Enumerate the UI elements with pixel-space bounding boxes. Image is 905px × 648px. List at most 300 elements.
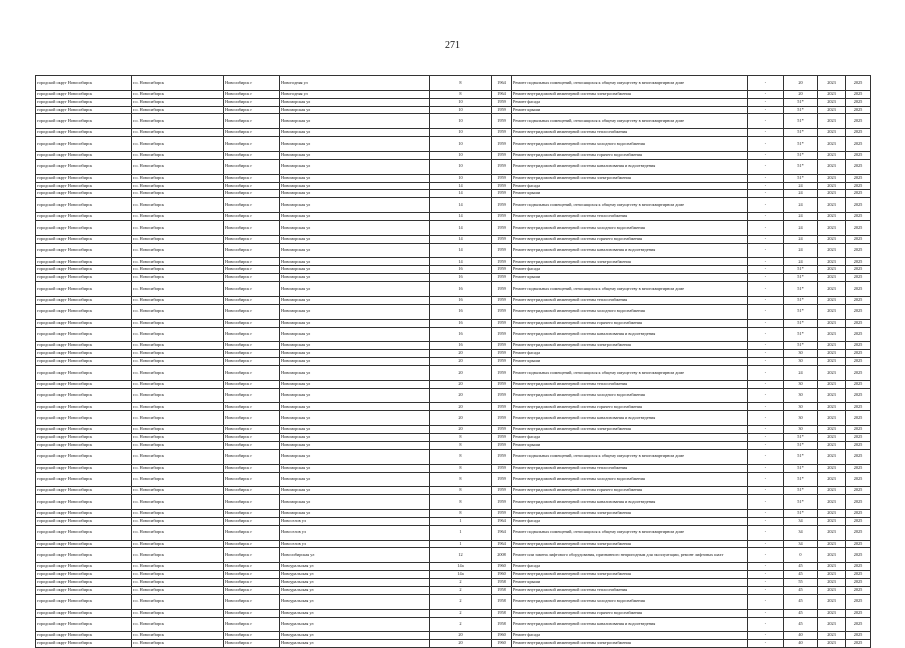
house-number-cell: 8 bbox=[430, 449, 492, 464]
house-number-cell: 1 bbox=[430, 525, 492, 540]
table-row bbox=[36, 548, 871, 563]
settlement-cell: г.о. Новосибирск bbox=[132, 182, 224, 190]
end-year-cell: 2025 bbox=[846, 159, 871, 174]
street-cell: Новоморская ул bbox=[280, 366, 430, 381]
year-built-cell: 1959 bbox=[492, 411, 512, 426]
house-number-cell: 14 bbox=[430, 243, 492, 258]
work-type-cell: Ремонт подвальных помещений, относящихся к общему имуществу в многоквартирном доме bbox=[512, 198, 748, 213]
year-built-cell: 1959 bbox=[492, 327, 512, 342]
work-type-cell: Ремонт внутридомовой инженерной системы горячего водоснабжения bbox=[512, 403, 748, 411]
wear-percent-cell: 51* bbox=[784, 434, 818, 442]
settlement-cell: г.о. Новосибирск bbox=[132, 98, 224, 106]
table-row bbox=[36, 472, 871, 487]
start-year-cell: 2023 bbox=[818, 403, 846, 411]
municipality-cell: городской округ Новосибирск bbox=[36, 563, 132, 571]
locality-cell: Новосибирск г bbox=[224, 609, 280, 617]
year-built-cell: 2008 bbox=[492, 548, 512, 563]
table-row bbox=[36, 342, 871, 350]
start-year-cell: 2023 bbox=[818, 106, 846, 114]
locality-cell: Новосибирск г bbox=[224, 403, 280, 411]
wear-percent-cell: 51* bbox=[784, 159, 818, 174]
house-number-cell: 14 bbox=[430, 235, 492, 243]
wear-percent-cell: 45 bbox=[784, 586, 818, 594]
work-type-cell: Ремонт внутридомовой инженерной системы горячего водоснабжения bbox=[512, 151, 748, 159]
dash-cell: - bbox=[748, 221, 784, 236]
wear-percent-cell: 30 bbox=[784, 411, 818, 426]
street-cell: Новоморская ул bbox=[280, 274, 430, 282]
table-row bbox=[36, 258, 871, 266]
municipality-cell: городской округ Новосибирск bbox=[36, 388, 132, 403]
municipality-cell: городской округ Новосибирск bbox=[36, 617, 132, 632]
street-cell: Новоселов ул bbox=[280, 540, 430, 548]
locality-cell: Новосибирск г bbox=[224, 464, 280, 472]
dash-cell: - bbox=[748, 319, 784, 327]
end-year-cell: 2025 bbox=[846, 411, 871, 426]
start-year-cell: 2023 bbox=[818, 98, 846, 106]
dash-cell: - bbox=[748, 174, 784, 182]
locality-cell: Новосибирск г bbox=[224, 304, 280, 319]
house-number-cell: 20 bbox=[430, 426, 492, 434]
work-type-cell: Ремонт внутридомовой инженерной системы холодного водоснабжения bbox=[512, 472, 748, 487]
table-row bbox=[36, 525, 871, 540]
settlement-cell: г.о. Новосибирск bbox=[132, 388, 224, 403]
municipality-cell: городской округ Новосибирск bbox=[36, 90, 132, 98]
table-row bbox=[36, 90, 871, 98]
settlement-cell: г.о. Новосибирск bbox=[132, 403, 224, 411]
settlement-cell: г.о. Новосибирск bbox=[132, 159, 224, 174]
locality-cell: Новосибирск г bbox=[224, 129, 280, 137]
house-number-cell: 2 bbox=[430, 594, 492, 609]
municipality-cell: городской округ Новосибирск bbox=[36, 258, 132, 266]
table-row bbox=[36, 159, 871, 174]
start-year-cell: 2023 bbox=[818, 571, 846, 579]
street-cell: Новоуральская ул bbox=[280, 586, 430, 594]
year-built-cell: 1959 bbox=[492, 319, 512, 327]
settlement-cell: г.о. Новосибирск bbox=[132, 411, 224, 426]
work-type-cell: Ремонт внутридомовой инженерной системы горячего водоснабжения bbox=[512, 235, 748, 243]
house-number-cell: 20 bbox=[430, 350, 492, 358]
street-cell: Новоморская ул bbox=[280, 190, 430, 198]
house-number-cell: 16 bbox=[430, 282, 492, 297]
locality-cell: Новосибирск г bbox=[224, 190, 280, 198]
work-type-cell: Ремонт или замена лифтового оборудования, признанного непригодным для эксплуатации, ремонт лифтовых шахт bbox=[512, 548, 748, 563]
start-year-cell: 2023 bbox=[818, 510, 846, 518]
table-row bbox=[36, 190, 871, 198]
settlement-cell: г.о. Новосибирск bbox=[132, 76, 224, 91]
start-year-cell: 2023 bbox=[818, 174, 846, 182]
locality-cell: Новосибирск г bbox=[224, 282, 280, 297]
end-year-cell: 2025 bbox=[846, 266, 871, 274]
house-number-cell: 20 bbox=[430, 366, 492, 381]
locality-cell: Новосибирск г bbox=[224, 540, 280, 548]
end-year-cell: 2025 bbox=[846, 366, 871, 381]
locality-cell: Новосибирск г bbox=[224, 517, 280, 525]
settlement-cell: г.о. Новосибирск bbox=[132, 472, 224, 487]
locality-cell: Новосибирск г bbox=[224, 342, 280, 350]
work-type-cell: Ремонт внутридомовой инженерной системы электроснабжения bbox=[512, 342, 748, 350]
wear-percent-cell: 51* bbox=[784, 274, 818, 282]
table-row bbox=[36, 296, 871, 304]
table-row bbox=[36, 563, 871, 571]
year-built-cell: 1960 bbox=[492, 632, 512, 640]
wear-percent-cell: 20 bbox=[784, 76, 818, 91]
street-cell: Новоуральская ул bbox=[280, 579, 430, 587]
settlement-cell: г.о. Новосибирск bbox=[132, 640, 224, 648]
house-number-cell: 8 bbox=[430, 472, 492, 487]
street-cell: Новоморская ул bbox=[280, 304, 430, 319]
house-number-cell: 10 bbox=[430, 129, 492, 137]
work-type-cell: Ремонт крыши bbox=[512, 274, 748, 282]
wear-percent-cell: 30 bbox=[784, 350, 818, 358]
dash-cell: - bbox=[748, 540, 784, 548]
start-year-cell: 2023 bbox=[818, 190, 846, 198]
locality-cell: Новосибирск г bbox=[224, 495, 280, 510]
street-cell: Новоморская ул bbox=[280, 182, 430, 190]
house-number-cell: 1 bbox=[430, 517, 492, 525]
dash-cell: - bbox=[748, 235, 784, 243]
dash-cell: - bbox=[748, 563, 784, 571]
year-built-cell: 1959 bbox=[492, 106, 512, 114]
municipality-cell: городской округ Новосибирск bbox=[36, 441, 132, 449]
end-year-cell: 2025 bbox=[846, 282, 871, 297]
wear-percent-cell: 45 bbox=[784, 563, 818, 571]
street-cell: Новогодняя ул bbox=[280, 90, 430, 98]
locality-cell: Новосибирск г bbox=[224, 449, 280, 464]
start-year-cell: 2023 bbox=[818, 380, 846, 388]
start-year-cell: 2023 bbox=[818, 319, 846, 327]
year-built-cell: 1959 bbox=[492, 304, 512, 319]
settlement-cell: г.о. Новосибирск bbox=[132, 296, 224, 304]
street-cell: Новоморская ул bbox=[280, 441, 430, 449]
settlement-cell: г.о. Новосибирск bbox=[132, 137, 224, 152]
table-row bbox=[36, 609, 871, 617]
street-cell: Новоморская ул bbox=[280, 358, 430, 366]
wear-percent-cell: 51* bbox=[784, 449, 818, 464]
table-row bbox=[36, 274, 871, 282]
house-number-cell: 16 bbox=[430, 274, 492, 282]
work-type-cell: Ремонт внутридомовой инженерной системы холодного водоснабжения bbox=[512, 388, 748, 403]
dash-cell: - bbox=[748, 579, 784, 587]
end-year-cell: 2025 bbox=[846, 495, 871, 510]
year-built-cell: 1958 bbox=[492, 586, 512, 594]
work-type-cell: Ремонт фасада bbox=[512, 434, 748, 442]
municipality-cell: городской округ Новосибирск bbox=[36, 472, 132, 487]
house-number-cell: 14 bbox=[430, 198, 492, 213]
locality-cell: Новосибирск г bbox=[224, 327, 280, 342]
start-year-cell: 2023 bbox=[818, 586, 846, 594]
dash-cell: - bbox=[748, 304, 784, 319]
municipality-cell: городской округ Новосибирск bbox=[36, 327, 132, 342]
locality-cell: Новосибирск г bbox=[224, 472, 280, 487]
wear-percent-cell: 30 bbox=[784, 403, 818, 411]
municipality-cell: городской округ Новосибирск bbox=[36, 548, 132, 563]
locality-cell: Новосибирск г bbox=[224, 159, 280, 174]
locality-cell: Новосибирск г bbox=[224, 137, 280, 152]
end-year-cell: 2025 bbox=[846, 617, 871, 632]
municipality-cell: городской округ Новосибирск bbox=[36, 296, 132, 304]
work-type-cell: Ремонт внутридомовой инженерной системы горячего водоснабжения bbox=[512, 319, 748, 327]
street-cell: Новоморская ул bbox=[280, 296, 430, 304]
locality-cell: Новосибирск г bbox=[224, 151, 280, 159]
dash-cell: - bbox=[748, 350, 784, 358]
settlement-cell: г.о. Новосибирск bbox=[132, 632, 224, 640]
locality-cell: Новосибирск г bbox=[224, 213, 280, 221]
work-type-cell: Ремонт внутридомовой инженерной системы теплоснабжения bbox=[512, 296, 748, 304]
start-year-cell: 2023 bbox=[818, 266, 846, 274]
year-built-cell: 1959 bbox=[492, 282, 512, 297]
work-type-cell: Ремонт внутридомовой инженерной системы электроснабжения bbox=[512, 571, 748, 579]
municipality-cell: городской округ Новосибирск bbox=[36, 464, 132, 472]
end-year-cell: 2025 bbox=[846, 487, 871, 495]
wear-percent-cell: 34 bbox=[784, 517, 818, 525]
dash-cell: - bbox=[748, 472, 784, 487]
year-built-cell: 1959 bbox=[492, 296, 512, 304]
year-built-cell: 1960 bbox=[492, 563, 512, 571]
end-year-cell: 2025 bbox=[846, 426, 871, 434]
work-type-cell: Ремонт подвальных помещений, относящихся к общему имуществу в многоквартирном доме bbox=[512, 76, 748, 91]
start-year-cell: 2023 bbox=[818, 137, 846, 152]
start-year-cell: 2023 bbox=[818, 449, 846, 464]
wear-percent-cell: 24 bbox=[784, 213, 818, 221]
dash-cell: - bbox=[748, 213, 784, 221]
start-year-cell: 2023 bbox=[818, 296, 846, 304]
work-type-cell: Ремонт подвальных помещений, относящихся к общему имуществу в многоквартирном доме bbox=[512, 282, 748, 297]
house-number-cell: 2 bbox=[430, 586, 492, 594]
wear-percent-cell: 40 bbox=[784, 640, 818, 648]
start-year-cell: 2023 bbox=[818, 617, 846, 632]
dash-cell: - bbox=[748, 296, 784, 304]
house-number-cell: 20 bbox=[430, 380, 492, 388]
settlement-cell: г.о. Новосибирск bbox=[132, 563, 224, 571]
dash-cell: - bbox=[748, 426, 784, 434]
end-year-cell: 2025 bbox=[846, 76, 871, 91]
municipality-cell: городской округ Новосибирск bbox=[36, 190, 132, 198]
settlement-cell: г.о. Новосибирск bbox=[132, 464, 224, 472]
dash-cell: - bbox=[748, 327, 784, 342]
dash-cell: - bbox=[748, 282, 784, 297]
settlement-cell: г.о. Новосибирск bbox=[132, 358, 224, 366]
start-year-cell: 2023 bbox=[818, 358, 846, 366]
end-year-cell: 2025 bbox=[846, 98, 871, 106]
wear-percent-cell: 45 bbox=[784, 571, 818, 579]
street-cell: Новоморская ул bbox=[280, 403, 430, 411]
settlement-cell: г.о. Новосибирск bbox=[132, 327, 224, 342]
wear-percent-cell: 55 bbox=[784, 579, 818, 587]
end-year-cell: 2025 bbox=[846, 540, 871, 548]
table-row bbox=[36, 358, 871, 366]
dash-cell: - bbox=[748, 159, 784, 174]
year-built-cell: 1959 bbox=[492, 358, 512, 366]
municipality-cell: городской округ Новосибирск bbox=[36, 174, 132, 182]
municipality-cell: городской округ Новосибирск bbox=[36, 403, 132, 411]
year-built-cell: 1959 bbox=[492, 441, 512, 449]
year-built-cell: 1964 bbox=[492, 517, 512, 525]
year-built-cell: 1958 bbox=[492, 617, 512, 632]
dash-cell: - bbox=[748, 274, 784, 282]
work-type-cell: Ремонт фасада bbox=[512, 517, 748, 525]
house-number-cell: 8 bbox=[430, 90, 492, 98]
end-year-cell: 2025 bbox=[846, 464, 871, 472]
table-row bbox=[36, 304, 871, 319]
dash-cell: - bbox=[748, 525, 784, 540]
settlement-cell: г.о. Новосибирск bbox=[132, 221, 224, 236]
house-number-cell: 8 bbox=[430, 464, 492, 472]
municipality-cell: городской округ Новосибирск bbox=[36, 495, 132, 510]
house-number-cell: 20 bbox=[430, 388, 492, 403]
table-row bbox=[36, 571, 871, 579]
end-year-cell: 2025 bbox=[846, 90, 871, 98]
year-built-cell: 1959 bbox=[492, 198, 512, 213]
end-year-cell: 2025 bbox=[846, 571, 871, 579]
municipality-cell: городской округ Новосибирск bbox=[36, 235, 132, 243]
municipality-cell: городской округ Новосибирск bbox=[36, 304, 132, 319]
wear-percent-cell: 24 bbox=[784, 258, 818, 266]
start-year-cell: 2023 bbox=[818, 472, 846, 487]
settlement-cell: г.о. Новосибирск bbox=[132, 282, 224, 297]
settlement-cell: г.о. Новосибирск bbox=[132, 342, 224, 350]
end-year-cell: 2025 bbox=[846, 198, 871, 213]
municipality-cell: городской округ Новосибирск bbox=[36, 586, 132, 594]
settlement-cell: г.о. Новосибирск bbox=[132, 243, 224, 258]
settlement-cell: г.о. Новосибирск bbox=[132, 517, 224, 525]
start-year-cell: 2023 bbox=[818, 366, 846, 381]
year-built-cell: 1959 bbox=[492, 174, 512, 182]
wear-percent-cell: 24 bbox=[784, 190, 818, 198]
house-number-cell: 10 bbox=[430, 137, 492, 152]
end-year-cell: 2025 bbox=[846, 517, 871, 525]
street-cell: Новоморская ул bbox=[280, 159, 430, 174]
locality-cell: Новосибирск г bbox=[224, 243, 280, 258]
end-year-cell: 2025 bbox=[846, 548, 871, 563]
end-year-cell: 2025 bbox=[846, 106, 871, 114]
municipality-cell: городской округ Новосибирск bbox=[36, 350, 132, 358]
locality-cell: Новосибирск г bbox=[224, 380, 280, 388]
locality-cell: Новосибирск г bbox=[224, 617, 280, 632]
municipality-cell: городской округ Новосибирск bbox=[36, 137, 132, 152]
house-number-cell: 16 bbox=[430, 342, 492, 350]
municipality-cell: городской округ Новосибирск bbox=[36, 594, 132, 609]
table-row bbox=[36, 182, 871, 190]
work-type-cell: Ремонт внутридомовой инженерной системы теплоснабжения bbox=[512, 586, 748, 594]
house-number-cell: 8 bbox=[430, 76, 492, 91]
year-built-cell: 1959 bbox=[492, 182, 512, 190]
house-number-cell: 14 bbox=[430, 190, 492, 198]
end-year-cell: 2025 bbox=[846, 319, 871, 327]
table-row bbox=[36, 640, 871, 648]
locality-cell: Новосибирск г bbox=[224, 632, 280, 640]
start-year-cell: 2023 bbox=[818, 282, 846, 297]
work-type-cell: Ремонт подвальных помещений, относящихся к общему имуществу в многоквартирном доме bbox=[512, 114, 748, 129]
wear-percent-cell: 51* bbox=[784, 495, 818, 510]
year-built-cell: 1959 bbox=[492, 243, 512, 258]
wear-percent-cell: 51* bbox=[784, 327, 818, 342]
settlement-cell: г.о. Новосибирск bbox=[132, 525, 224, 540]
year-built-cell: 1959 bbox=[492, 495, 512, 510]
work-type-cell: Ремонт внутридомовой инженерной системы электроснабжения bbox=[512, 258, 748, 266]
capital-repair-table bbox=[35, 75, 871, 648]
table-row bbox=[36, 114, 871, 129]
wear-percent-cell: 51* bbox=[784, 151, 818, 159]
house-number-cell: 14 bbox=[430, 182, 492, 190]
settlement-cell: г.о. Новосибирск bbox=[132, 198, 224, 213]
year-built-cell: 1959 bbox=[492, 114, 512, 129]
table-row bbox=[36, 441, 871, 449]
settlement-cell: г.о. Новосибирск bbox=[132, 579, 224, 587]
wear-percent-cell: 30 bbox=[784, 426, 818, 434]
work-type-cell: Ремонт внутридомовой инженерной системы электроснабжения bbox=[512, 510, 748, 518]
start-year-cell: 2023 bbox=[818, 151, 846, 159]
settlement-cell: г.о. Новосибирск bbox=[132, 571, 224, 579]
page-number: 271 bbox=[445, 40, 460, 51]
locality-cell: Новосибирск г bbox=[224, 571, 280, 579]
street-cell: Новоморская ул bbox=[280, 464, 430, 472]
dash-cell: - bbox=[748, 258, 784, 266]
dash-cell: - bbox=[748, 449, 784, 464]
locality-cell: Новосибирск г bbox=[224, 434, 280, 442]
house-number-cell: 14 bbox=[430, 258, 492, 266]
municipality-cell: городской округ Новосибирск bbox=[36, 571, 132, 579]
year-built-cell: 1964 bbox=[492, 90, 512, 98]
work-type-cell: Ремонт внутридомовой инженерной системы холодного водоснабжения bbox=[512, 137, 748, 152]
settlement-cell: г.о. Новосибирск bbox=[132, 319, 224, 327]
start-year-cell: 2023 bbox=[818, 388, 846, 403]
street-cell: Новоморская ул bbox=[280, 235, 430, 243]
table-row bbox=[36, 106, 871, 114]
table-row bbox=[36, 540, 871, 548]
locality-cell: Новосибирск г bbox=[224, 106, 280, 114]
wear-percent-cell: 24 bbox=[784, 235, 818, 243]
municipality-cell: городской округ Новосибирск bbox=[36, 640, 132, 648]
end-year-cell: 2025 bbox=[846, 213, 871, 221]
wear-percent-cell: 24 bbox=[784, 243, 818, 258]
dash-cell: - bbox=[748, 517, 784, 525]
street-cell: Новоморская ул bbox=[280, 174, 430, 182]
table-row bbox=[36, 282, 871, 297]
work-type-cell: Ремонт внутридомовой инженерной системы электроснабжения bbox=[512, 640, 748, 648]
municipality-cell: городской округ Новосибирск bbox=[36, 274, 132, 282]
work-type-cell: Ремонт крыши bbox=[512, 358, 748, 366]
municipality-cell: городской округ Новосибирск bbox=[36, 426, 132, 434]
dash-cell: - bbox=[748, 366, 784, 381]
end-year-cell: 2025 bbox=[846, 350, 871, 358]
work-type-cell: Ремонт фасада bbox=[512, 98, 748, 106]
house-number-cell: 16 bbox=[430, 327, 492, 342]
work-type-cell: Ремонт фасада bbox=[512, 266, 748, 274]
work-type-cell: Ремонт внутридомовой инженерной системы холодного водоснабжения bbox=[512, 304, 748, 319]
locality-cell: Новосибирск г bbox=[224, 586, 280, 594]
end-year-cell: 2025 bbox=[846, 434, 871, 442]
table-row bbox=[36, 426, 871, 434]
settlement-cell: г.о. Новосибирск bbox=[132, 174, 224, 182]
year-built-cell: 1959 bbox=[492, 342, 512, 350]
settlement-cell: г.о. Новосибирск bbox=[132, 434, 224, 442]
table-row bbox=[36, 198, 871, 213]
year-built-cell: 1959 bbox=[492, 426, 512, 434]
dash-cell: - bbox=[748, 434, 784, 442]
municipality-cell: городской округ Новосибирск bbox=[36, 632, 132, 640]
year-built-cell: 1964 bbox=[492, 76, 512, 91]
work-type-cell: Ремонт внутридомовой инженерной системы теплоснабжения bbox=[512, 213, 748, 221]
dash-cell: - bbox=[748, 358, 784, 366]
end-year-cell: 2025 bbox=[846, 449, 871, 464]
wear-percent-cell: 51* bbox=[784, 174, 818, 182]
dash-cell: - bbox=[748, 487, 784, 495]
dash-cell: - bbox=[748, 380, 784, 388]
end-year-cell: 2025 bbox=[846, 182, 871, 190]
start-year-cell: 2023 bbox=[818, 258, 846, 266]
house-number-cell: 14а bbox=[430, 563, 492, 571]
year-built-cell: 1959 bbox=[492, 366, 512, 381]
